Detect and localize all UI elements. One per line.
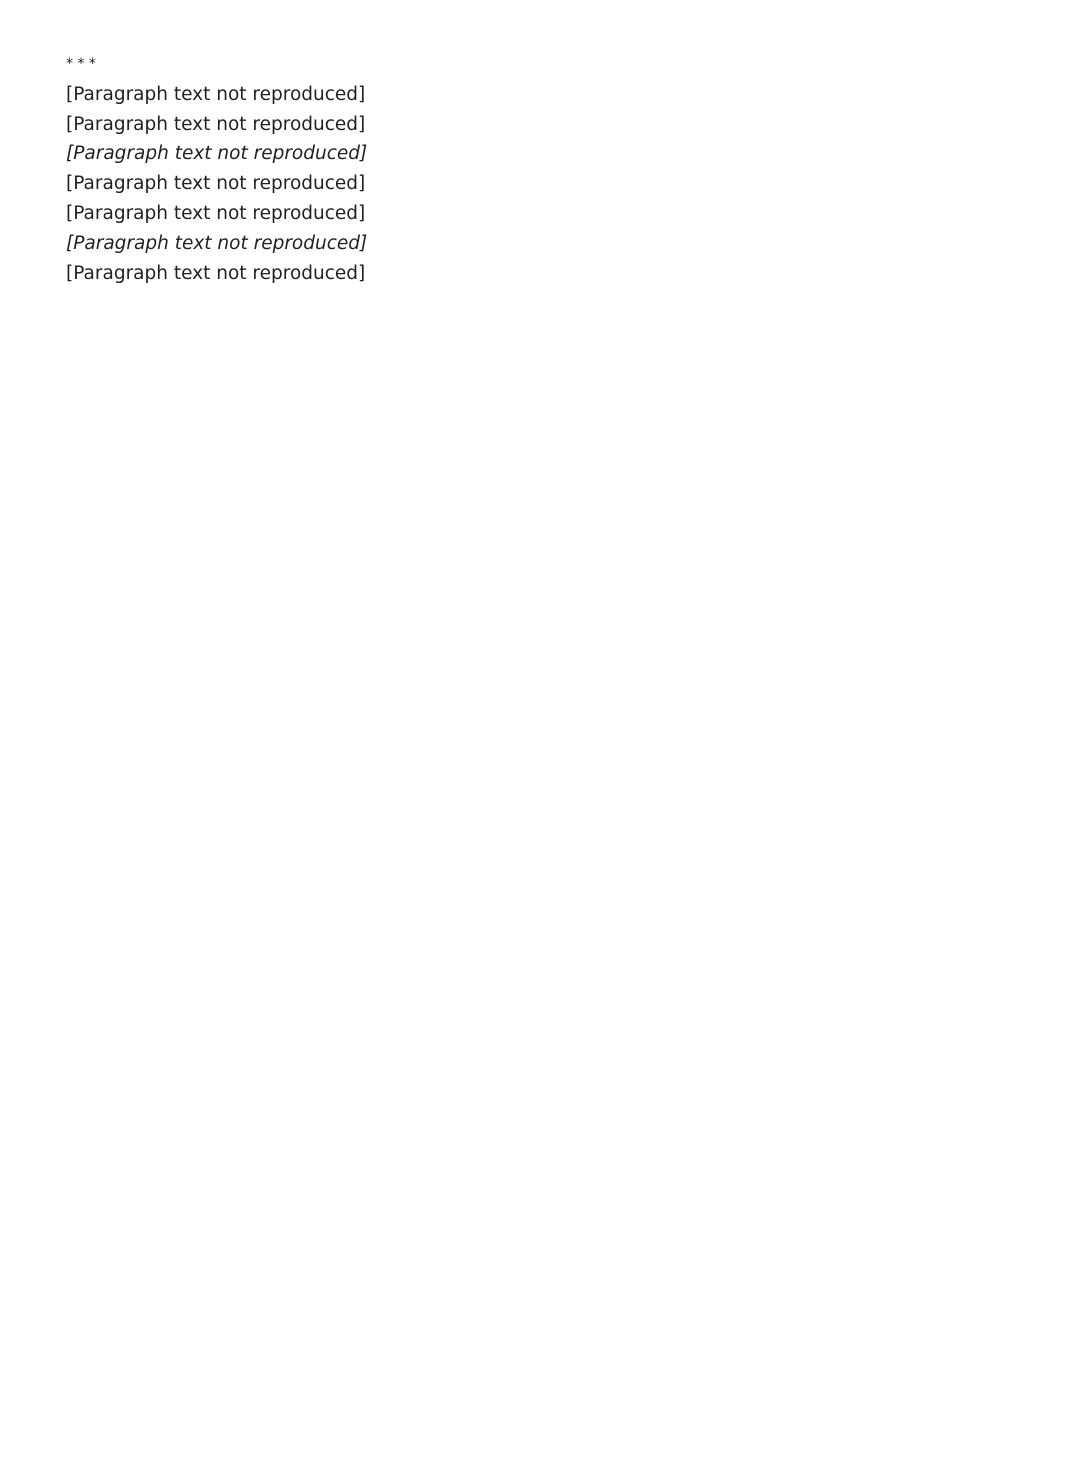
paragraph: [Paragraph text not reproduced] (66, 143, 368, 165)
paragraph: [Paragraph text not reproduced] (66, 83, 366, 105)
document-body (46, 83, 1034, 287)
paragraph: [Paragraph text not reproduced] (66, 173, 366, 195)
paragraph: [Paragraph text not reproduced] (66, 113, 366, 135)
paragraph: [Paragraph text not reproduced] (66, 262, 366, 284)
scene-break: * * * (66, 56, 96, 72)
paragraph: [Paragraph text not reproduced] (66, 232, 368, 254)
document-page (0, 0, 1080, 286)
paragraph: [Paragraph text not reproduced] (66, 202, 366, 224)
